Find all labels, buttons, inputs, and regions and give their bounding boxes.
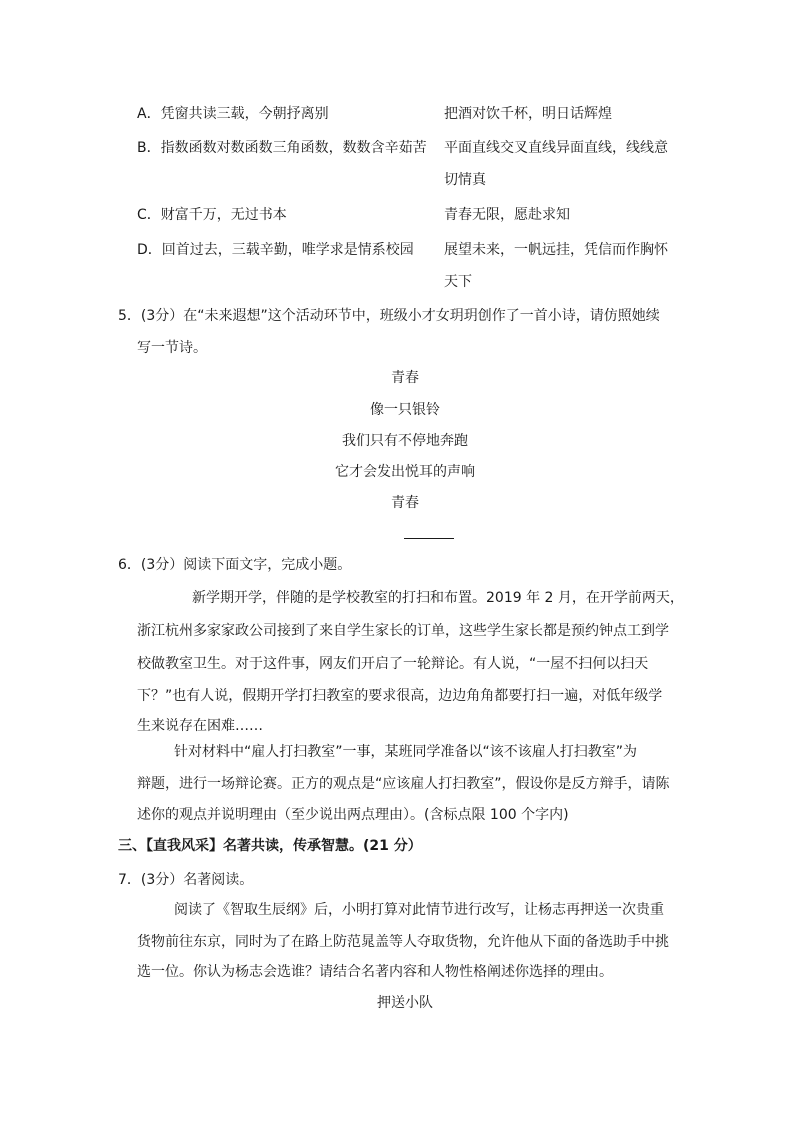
- passage-line: 新学期开学，伴随的是学校教室的打扫和布置。2019 年 2 月，在开学前两天，: [192, 590, 684, 606]
- option-d-right-line1: 展望未来，一帆远挂，凭信而作胸怀: [444, 242, 668, 258]
- section-heading: 三、【直我风采】名著共读，传承智慧。(21 分）: [118, 838, 422, 854]
- option-d: [0, 243, 794, 267]
- q5-prompt-line2: 写一节诗。: [137, 340, 207, 356]
- option-b-cont: [0, 173, 794, 197]
- option-a: [0, 107, 794, 131]
- passage-line: 生来说存在困难……: [137, 718, 263, 734]
- option-c-left: C．财富千万，无过书本: [137, 207, 287, 223]
- answer-blank: [404, 538, 454, 539]
- task-line: 辩题，进行一场辩论赛。正方的观点是“应该雇人打扫教室”，假设你是反方辩手，请陈: [137, 776, 670, 792]
- option-b: [0, 141, 794, 165]
- option-a-right: 把酒对饮千杯，明日话辉煌: [444, 106, 612, 122]
- passage-line: 校做教室卫生。对于这件事，网友们开启了一轮辩论。有人说，“一屋不扫何以扫天: [137, 656, 649, 672]
- task-line: 针对材料中“雇人打扫教室”一事，某班同学准备以“该不该雇人打扫教室”为: [174, 744, 638, 760]
- passage-line: 下？”也有人说，假期开学打扫教室的要求很高，边边角角都要打扫一遍，对低年级学: [137, 688, 663, 704]
- option-a-left: A．凭窗共读三载，今朝抒离别: [137, 106, 329, 122]
- option-b-right-line2: 切情真: [444, 172, 486, 188]
- q7-title: 7．(3分）名著阅读。: [118, 872, 254, 888]
- passage-line: 阅读了《智取生辰纲》后，小明打算对此情节进行改写，让杨志再押送一次贵重: [174, 902, 664, 918]
- q5-prompt-line1: 5．(3分）在“未来遐想”这个活动环节中，班级小才女玥玥创作了一首小诗，请仿照她续: [118, 308, 660, 324]
- q6-title: 6．(3分）阅读下面文字，完成小题。: [118, 557, 352, 573]
- poem-line: 它才会发出悦耳的声响: [335, 464, 475, 480]
- passage-line: 选一位。你认为杨志会选谁？请结合名著内容和人物性格阐述你选择的理由。: [137, 964, 613, 980]
- option-d-right-line2: 天下: [444, 274, 472, 290]
- option-c: [0, 208, 794, 232]
- option-d-left: D．回首过去，三载辛勤，唯学求是情系校园: [137, 242, 414, 258]
- passage-line: 浙江杭州多家家政公司接到了来自学生家长的订单，这些学生家长都是预约钟点工到学: [137, 623, 669, 639]
- poem-line: 青春: [391, 495, 419, 511]
- option-b-left: B．指数函数对数函数三角函数，数数含辛茹苦: [137, 140, 427, 156]
- option-d-cont: [0, 275, 794, 299]
- option-c-right: 青春无限，愿赴求知: [444, 207, 570, 223]
- task-line: 述你的观点并说明理由（至少说出两点理由）。(含标点限 100 个字内): [137, 807, 569, 823]
- escort-team-label: 押送小队: [377, 995, 433, 1011]
- passage-line: 货物前往东京，同时为了在路上防范晁盖等人夺取货物，允许他从下面的备选助手中挑: [137, 934, 669, 950]
- poem-line: 青春: [391, 370, 419, 386]
- poem-line: 像一只银铃: [370, 402, 440, 418]
- option-b-right-line1: 平面直线交叉直线异面直线，线线意: [444, 140, 668, 156]
- poem-line: 我们只有不停地奔跑: [342, 433, 468, 449]
